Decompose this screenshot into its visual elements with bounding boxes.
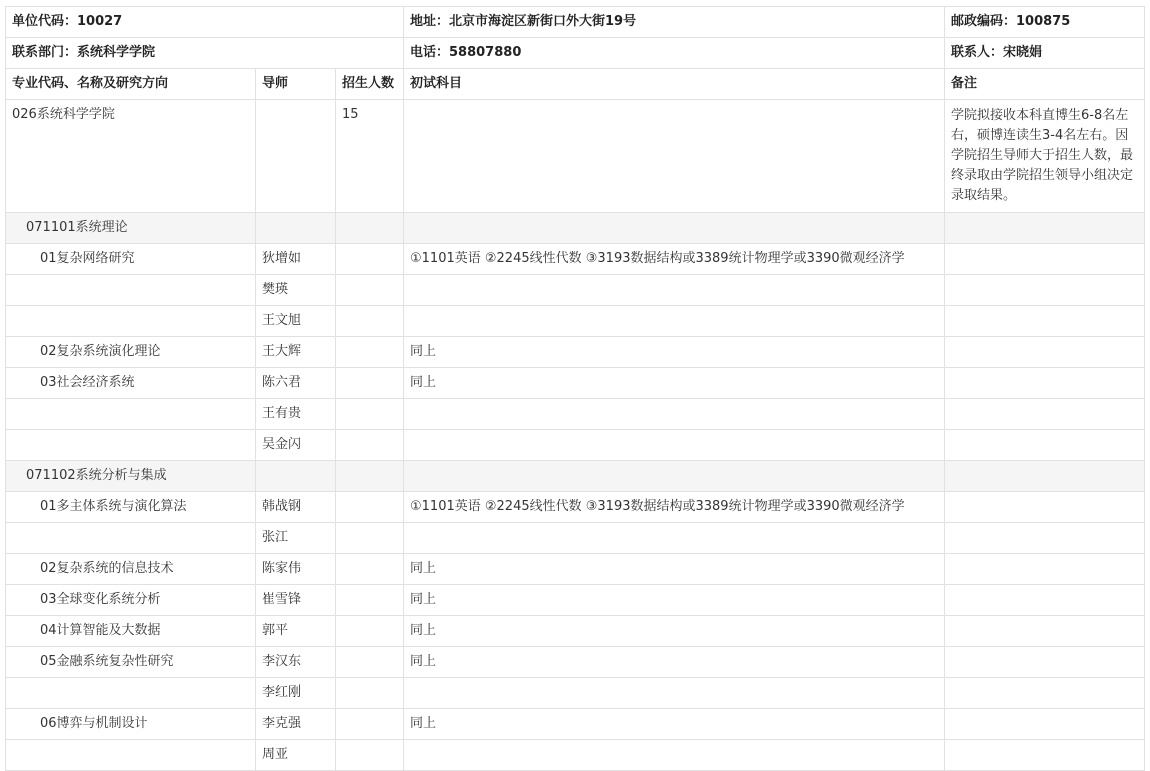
research-direction: [6, 399, 256, 430]
research-direction: [6, 740, 256, 771]
research-direction: [6, 275, 256, 306]
remarks-cell: [945, 678, 1145, 709]
exam-subjects: 同上: [404, 337, 945, 368]
table-row: [6, 647, 1145, 678]
column-header-advisor: 导师: [256, 69, 336, 100]
remarks-cell: [945, 709, 1145, 740]
quota-cell: [336, 740, 404, 771]
exam-subjects: 同上: [404, 616, 945, 647]
quota-cell: [336, 337, 404, 368]
quota-cell: [336, 461, 404, 492]
department-row: [6, 100, 1145, 213]
quota-cell: [336, 368, 404, 399]
exam-subjects: 同上: [404, 709, 945, 740]
research-direction: [6, 678, 256, 709]
exam-subjects: 同上: [404, 647, 945, 678]
research-direction: 01复杂网络研究: [6, 244, 256, 275]
remarks-cell: [945, 399, 1145, 430]
quota-cell: [336, 554, 404, 585]
remarks-cell: [945, 523, 1145, 554]
quota-cell: [336, 430, 404, 461]
quota-cell: [336, 306, 404, 337]
exam-subjects: [404, 678, 945, 709]
info-row-2: [6, 38, 1145, 69]
exam-subjects: [404, 275, 945, 306]
table-row: [6, 275, 1145, 306]
column-header-row: [6, 69, 1145, 100]
info-row-1: [6, 7, 1145, 38]
department-remarks: 学院拟接收本科直博生6-8名左右，硕博连读生3-4名左右。因学院招生导师大于招生人数，最终录取由学院招生领导小组决定录取结果。: [945, 100, 1145, 213]
table-row: [6, 740, 1145, 771]
exam-subjects: [404, 461, 945, 492]
advisor-name: 李汉东: [256, 647, 336, 678]
research-direction: 01多主体系统与演化算法: [6, 492, 256, 523]
remarks-cell: [945, 213, 1145, 244]
quota-cell: [336, 399, 404, 430]
table-row: [6, 585, 1145, 616]
research-direction: 03社会经济系统: [6, 368, 256, 399]
department-advisor: [256, 100, 336, 213]
contact-department: 联系部门：系统科学学院: [6, 38, 404, 69]
advisor-name: 李红刚: [256, 678, 336, 709]
admissions-table-container: [5, 6, 1144, 771]
research-direction: 04计算智能及大数据: [6, 616, 256, 647]
remarks-cell: [945, 554, 1145, 585]
column-header-major: 专业代码、名称及研究方向: [6, 69, 256, 100]
major-code-name: 071101系统理论: [6, 213, 256, 244]
remarks-cell: [945, 616, 1145, 647]
remarks-cell: [945, 430, 1145, 461]
column-header-remarks: 备注: [945, 69, 1145, 100]
department-exam: [404, 100, 945, 213]
advisor-name: 樊瑛: [256, 275, 336, 306]
department-quota: 15: [336, 100, 404, 213]
exam-subjects: 同上: [404, 585, 945, 616]
table-row: [6, 678, 1145, 709]
column-header-quota: 招生人数: [336, 69, 404, 100]
research-direction: 03全球变化系统分析: [6, 585, 256, 616]
quota-cell: [336, 678, 404, 709]
advisor-name: 陈六君: [256, 368, 336, 399]
postal-code: 邮政编码：100875: [945, 7, 1145, 38]
research-direction: [6, 430, 256, 461]
research-direction: [6, 523, 256, 554]
advisor-name: 狄增如: [256, 244, 336, 275]
quota-cell: [336, 616, 404, 647]
advisor-name: 崔雪锋: [256, 585, 336, 616]
exam-subjects: [404, 740, 945, 771]
table-row: [6, 709, 1145, 740]
research-direction: 06博弈与机制设计: [6, 709, 256, 740]
remarks-cell: [945, 368, 1145, 399]
remarks-cell: [945, 740, 1145, 771]
remarks-cell: [945, 275, 1145, 306]
quota-cell: [336, 709, 404, 740]
quota-cell: [336, 244, 404, 275]
exam-subjects: [404, 399, 945, 430]
column-header-exam: 初试科目: [404, 69, 945, 100]
major-code-name: 071102系统分析与集成: [6, 461, 256, 492]
table-row: [6, 554, 1145, 585]
remarks-cell: [945, 585, 1145, 616]
advisor-name: [256, 213, 336, 244]
exam-subjects: 同上: [404, 368, 945, 399]
remarks-cell: [945, 244, 1145, 275]
advisor-name: 王大辉: [256, 337, 336, 368]
table-row: [6, 616, 1145, 647]
advisor-name: 周亚: [256, 740, 336, 771]
table-row: [6, 244, 1145, 275]
quota-cell: [336, 275, 404, 306]
table-row: [6, 337, 1145, 368]
remarks-cell: [945, 647, 1145, 678]
advisor-name: [256, 461, 336, 492]
exam-subjects: 同上: [404, 554, 945, 585]
advisor-name: 吴金闪: [256, 430, 336, 461]
quota-cell: [336, 492, 404, 523]
remarks-cell: [945, 306, 1145, 337]
advisor-name: 王有贵: [256, 399, 336, 430]
quota-cell: [336, 647, 404, 678]
advisor-name: 王文旭: [256, 306, 336, 337]
table-row: [6, 523, 1145, 554]
exam-subjects: [404, 306, 945, 337]
remarks-cell: [945, 492, 1145, 523]
table-row: [6, 213, 1145, 244]
advisor-name: 李克强: [256, 709, 336, 740]
contact-person: 联系人：宋晓娟: [945, 38, 1145, 69]
remarks-cell: [945, 461, 1145, 492]
exam-subjects: [404, 523, 945, 554]
research-direction: 02复杂系统演化理论: [6, 337, 256, 368]
table-row: [6, 461, 1145, 492]
exam-subjects: ①1101英语 ②2245线性代数 ③3193数据结构或3389统计物理学或3390微观经济学: [404, 244, 945, 275]
advisor-name: 陈家伟: [256, 554, 336, 585]
research-direction: [6, 306, 256, 337]
admissions-table: [5, 6, 1145, 771]
quota-cell: [336, 523, 404, 554]
table-row: [6, 430, 1145, 461]
quota-cell: [336, 213, 404, 244]
table-row: [6, 492, 1145, 523]
exam-subjects: [404, 213, 945, 244]
advisor-name: 郭平: [256, 616, 336, 647]
table-row: [6, 399, 1145, 430]
quota-cell: [336, 585, 404, 616]
exam-subjects: ①1101英语 ②2245线性代数 ③3193数据结构或3389统计物理学或3390微观经济学: [404, 492, 945, 523]
advisor-name: 韩战钢: [256, 492, 336, 523]
advisor-name: 张江: [256, 523, 336, 554]
unit-code: 单位代码：10027: [6, 7, 404, 38]
address: 地址：北京市海淀区新街口外大街19号: [404, 7, 945, 38]
table-row: [6, 306, 1145, 337]
research-direction: 02复杂系统的信息技术: [6, 554, 256, 585]
department-name: 026系统科学学院: [6, 100, 256, 213]
remarks-cell: [945, 337, 1145, 368]
research-direction: 05金融系统复杂性研究: [6, 647, 256, 678]
phone: 电话：58807880: [404, 38, 945, 69]
table-row: [6, 368, 1145, 399]
exam-subjects: [404, 430, 945, 461]
